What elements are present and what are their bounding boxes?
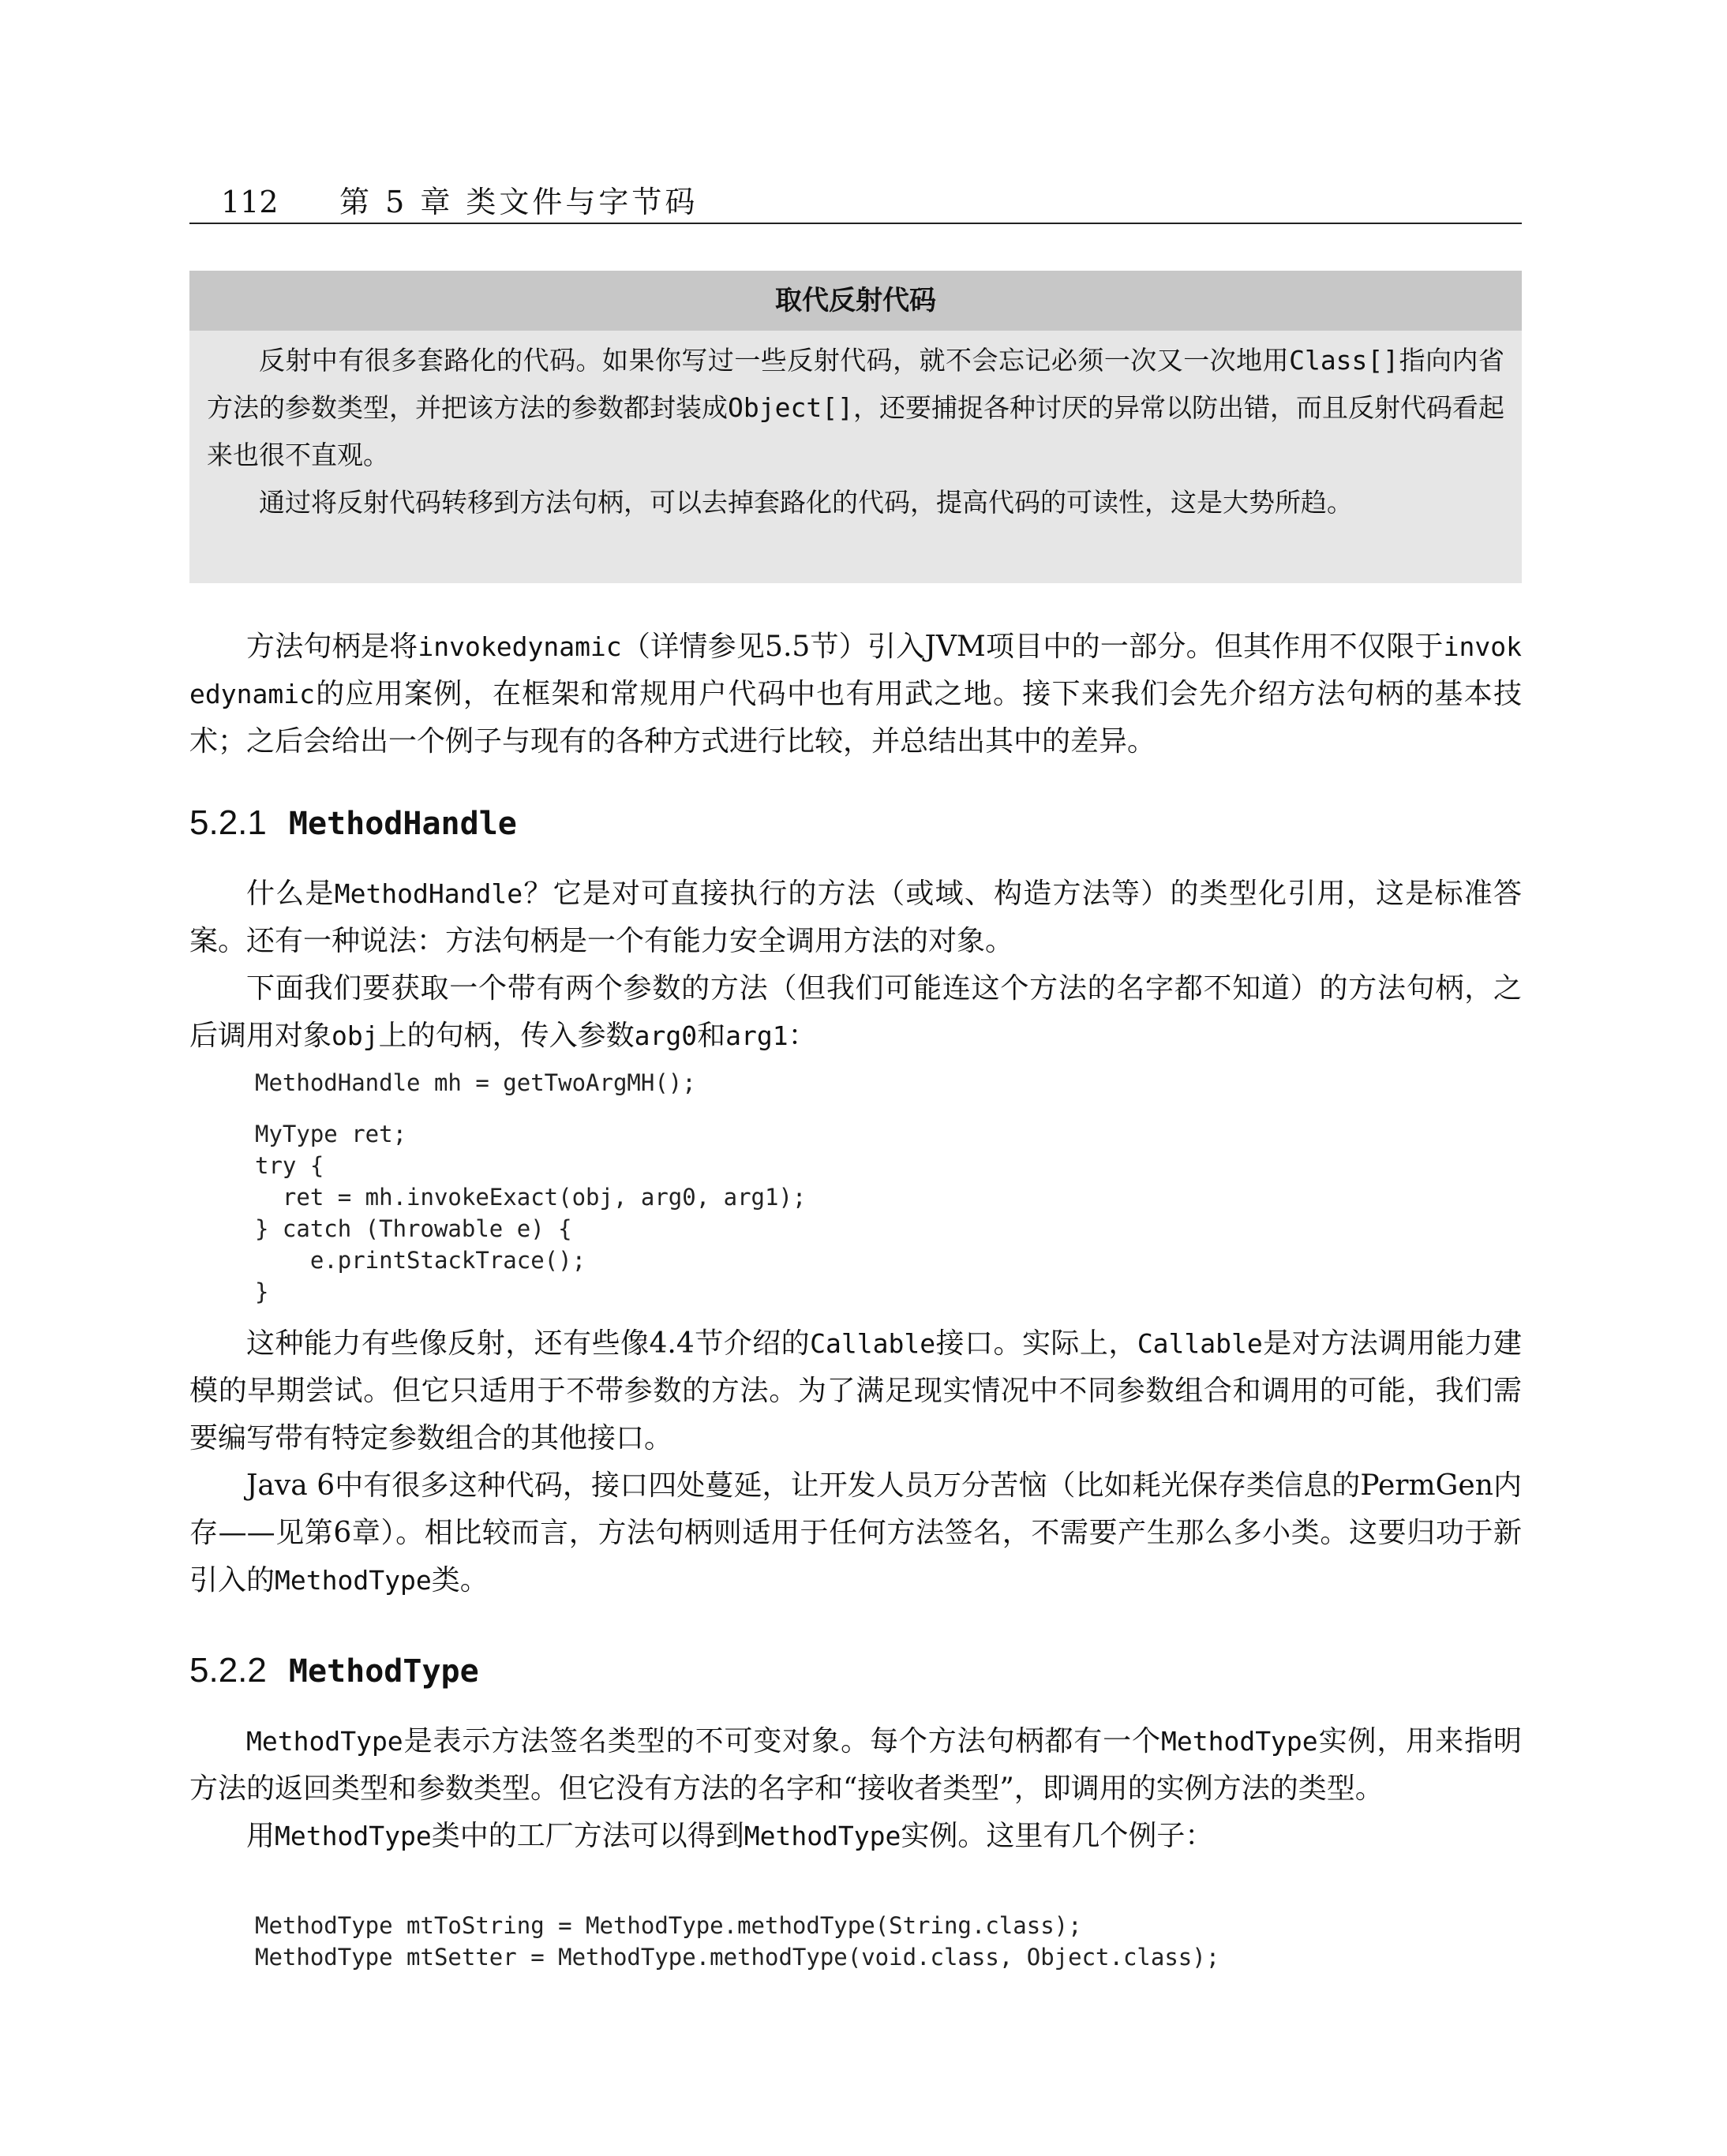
code-line: try {	[255, 1152, 324, 1179]
code-block	[255, 1910, 1219, 1973]
code-line: MethodType mtSetter = MethodType.methodType(void.class, Object.class);	[255, 1944, 1220, 1971]
running-header	[189, 182, 1522, 224]
code-line: ret = mh.invokeExact(obj, arg0, arg1);	[255, 1184, 807, 1211]
code-block	[255, 1067, 696, 1099]
body-paragraph: 用MethodType类中的工厂方法可以得到MethodType实例。这里有几个例子：	[246, 1820, 1214, 1852]
body-paragraph: 什么是MethodHandle？它是对可直接执行的方法（或域、构造方法等）的类型化引用，这是标准答案。还有一种说法：方法句柄是一个有能力安全调用方法的对象。	[189, 878, 1522, 957]
section1-text-a	[189, 870, 1522, 1060]
section-heading-5-2-1	[189, 799, 517, 848]
body-paragraph: 下面我们要获取一个带有两个参数的方法（但我们可能连这个方法的名字都不知道）的方法句柄，之后调用对象obj上的句柄，传入参数arg0和arg1：	[189, 972, 1522, 1052]
section-title: MethodHandle	[288, 806, 517, 842]
body-paragraph: 这种能力有些像反射，还有些像4.4节介绍的Callable接口。实际上，Callable是对方法调用能力建模的早期尝试。但它只适用于不带参数的方法。为了满足现实情况中不同参数组合和调用的可能，我们需要编写带有特定参数组合的其他接口。	[189, 1327, 1522, 1454]
section-heading-5-2-2	[189, 1647, 479, 1695]
sidebar-box	[189, 271, 1522, 583]
section-title: MethodType	[288, 1653, 479, 1690]
code-line: MethodHandle mh = getTwoArgMH();	[255, 1069, 696, 1096]
intro-text	[189, 623, 1522, 765]
section-number: 5.2.2	[189, 1651, 267, 1690]
code-line: MethodType mtToString = MethodType.methodType(String.class);	[255, 1912, 1082, 1939]
sidebar-paragraph: 通过将反射代码转移到方法句柄，可以去掉套路化的代码，提高代码的可读性，这是大势所趋。	[259, 487, 1353, 518]
code-line: MyType ret;	[255, 1121, 407, 1147]
code-line: } catch (Throwable e) {	[255, 1215, 572, 1242]
body-paragraph: Java 6中有很多这种代码，接口四处蔓延，让开发人员万分苦恼（比如耗光保存类信息的PermGen内存——见第6章）。相比较而言，方法句柄则适用于任何方法签名，不需要产生那么多小类。这要归功于新引入的MethodType类。	[189, 1469, 1522, 1596]
chapter-title: 第 5 章 类文件与字节码	[339, 185, 699, 219]
code-line: }	[255, 1278, 269, 1305]
body-paragraph: MethodType是表示方法签名类型的不可变对象。每个方法句柄都有一个MethodType实例，用来指明方法的返回类型和参数类型。但它没有方法的名字和“接收者类型”，即调用的实例方法的类型。	[189, 1725, 1522, 1805]
section-number: 5.2.1	[189, 803, 267, 842]
section2-text	[189, 1718, 1522, 1860]
page-number: 112	[221, 185, 279, 219]
section1-text-b	[189, 1320, 1522, 1604]
sidebar-paragraph: 反射中有很多套路化的代码。如果你写过一些反射代码，就不会忘记必须一次又一次地用Class[]指向内省方法的参数类型，并把该方法的参数都封装成Object[]，还要捕捉各种讨厌的异常以防出错，而且反射代码看起来也很不直观。	[207, 345, 1505, 470]
body-paragraph: 方法句柄是将invokedynamic（详情参见5.5节）引入JVM项目中的一部分。但其作用不仅限于invokedynamic的应用案例，在框架和常规用户代码中也有用武之地。接下来我们会先介绍方法句柄的基本技术；之后会给出一个例子与现有的各种方式进行比较，并总结出其中的差异。	[189, 631, 1522, 758]
sidebar-title: 取代反射代码	[189, 271, 1522, 331]
code-line: e.printStackTrace();	[255, 1247, 586, 1274]
code-block	[255, 1118, 806, 1308]
